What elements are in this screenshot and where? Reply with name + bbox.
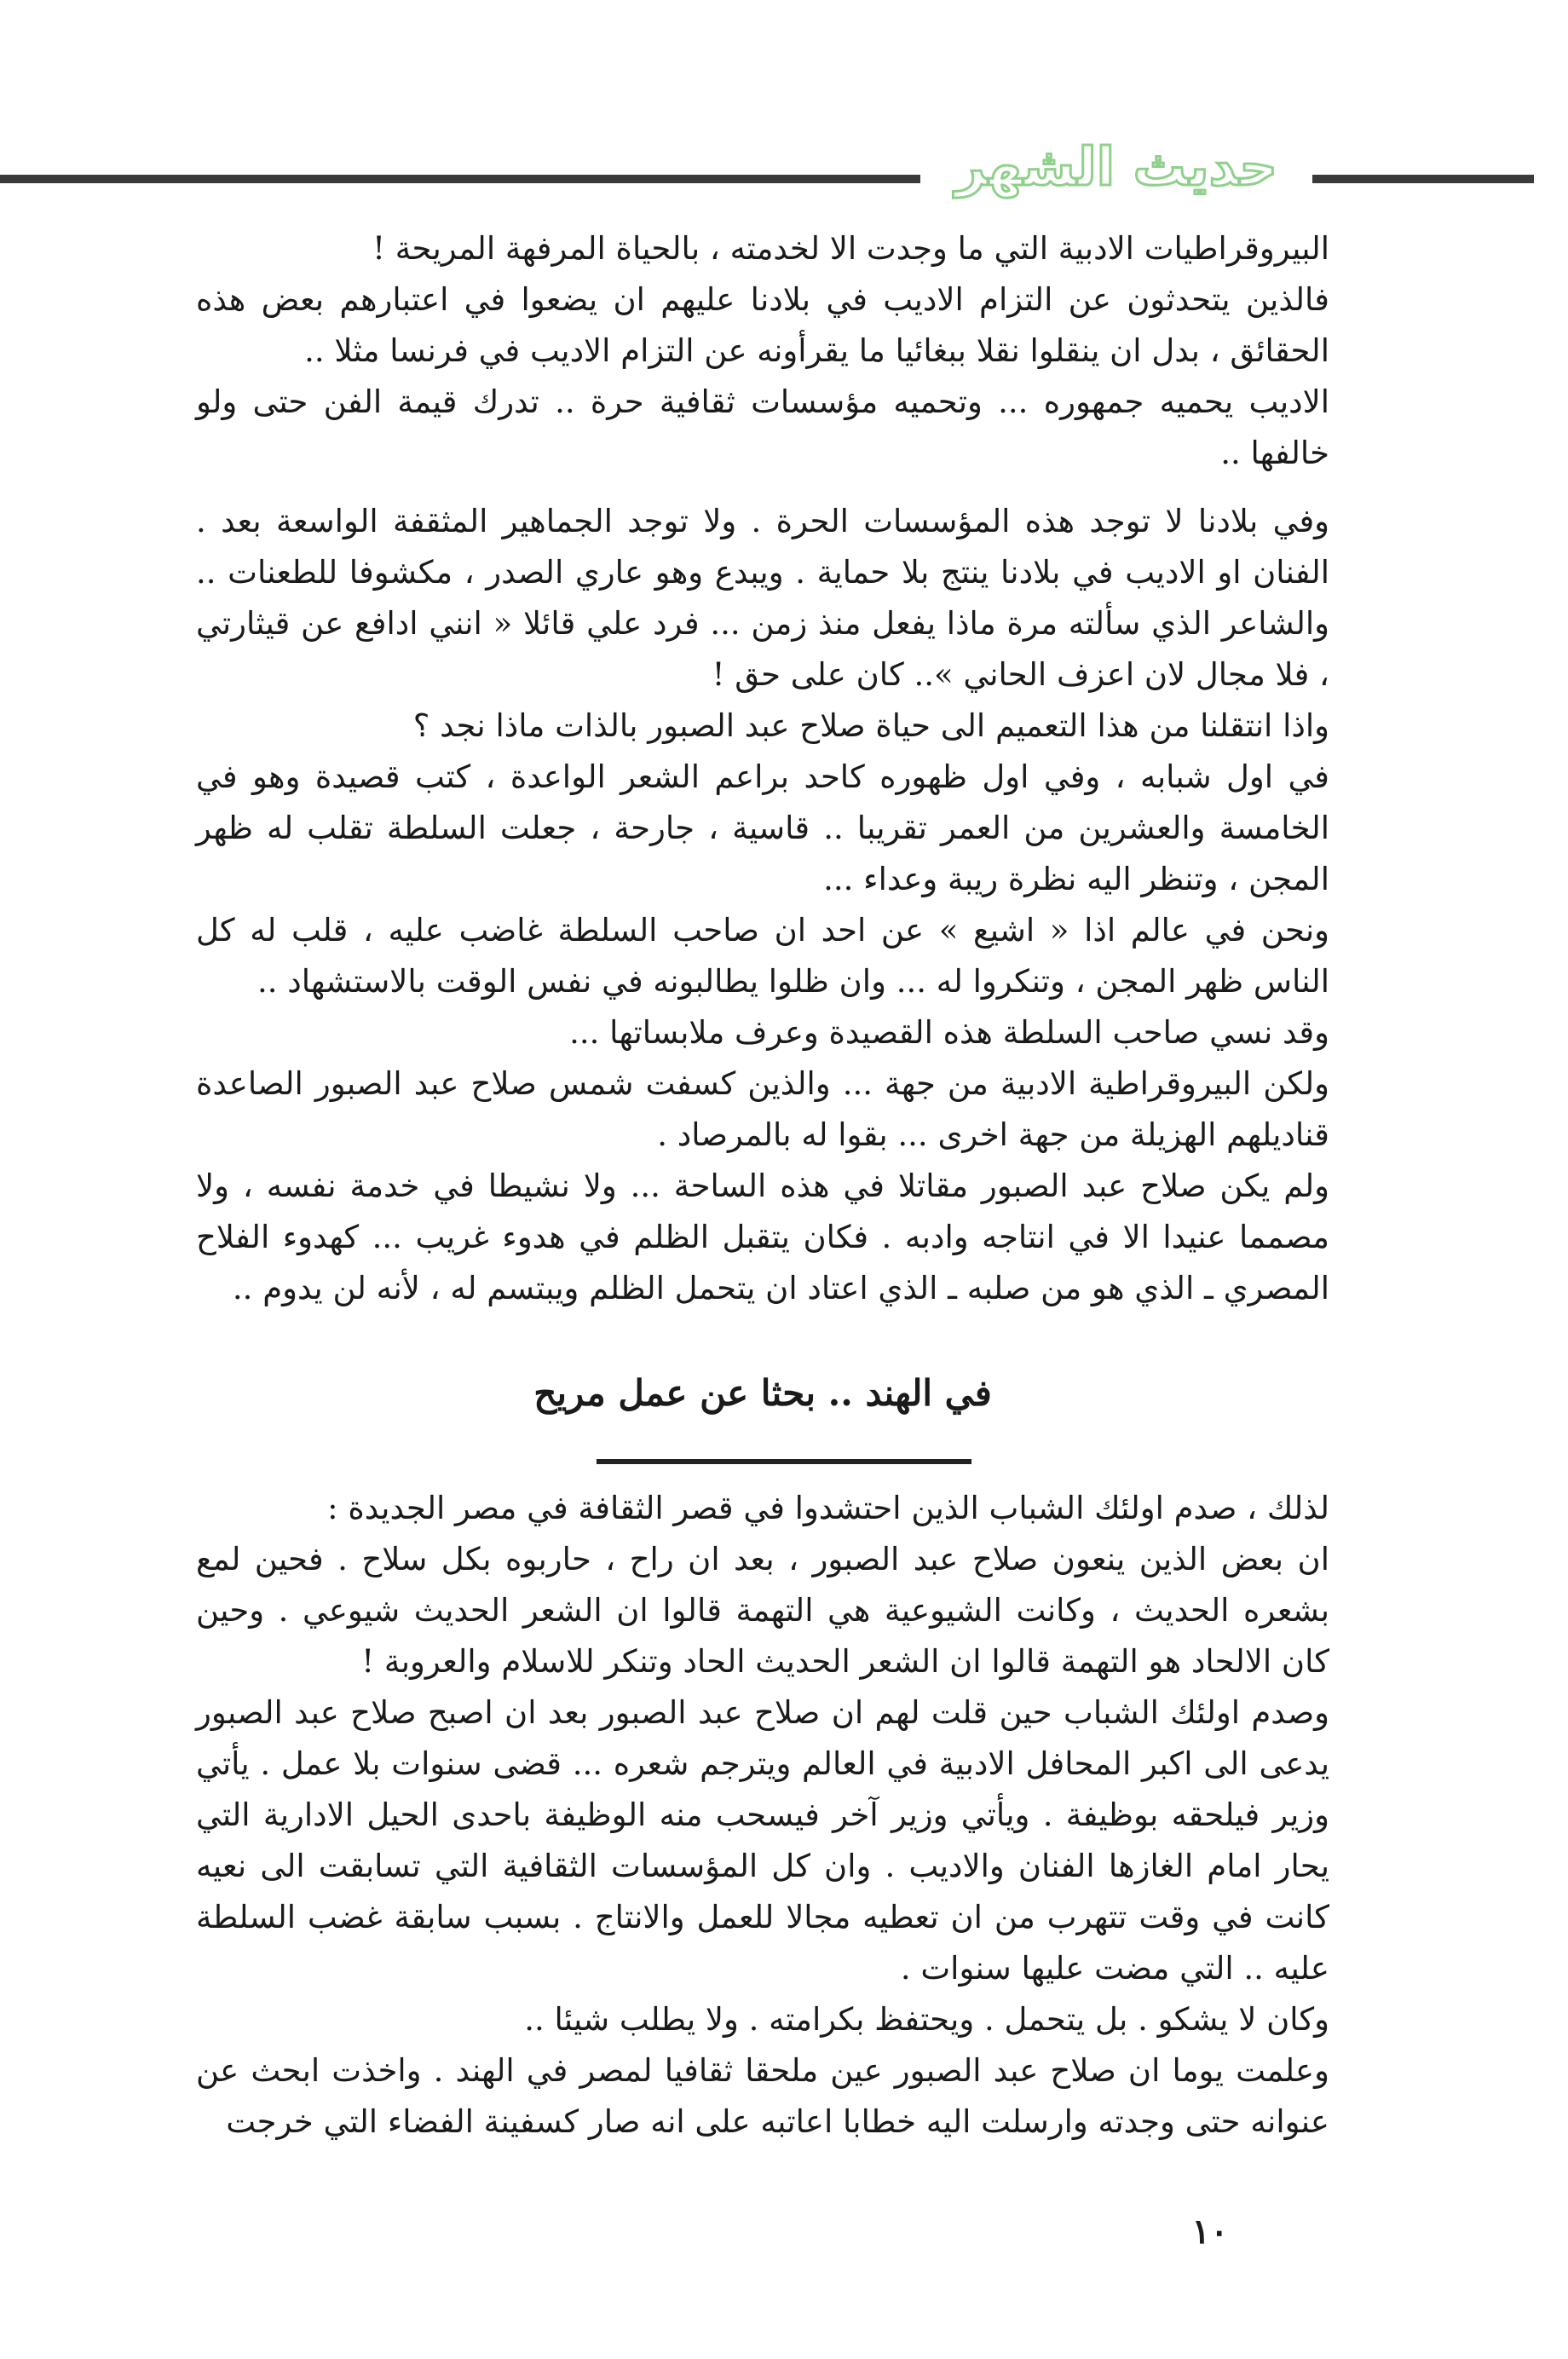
article-column-bottom bbox=[196, 1483, 1329, 2148]
paragraph: وكان لا يشكو . بل يتحمل . ويحتفظ بكرامته . ولا يطلب شيئا .. bbox=[524, 2001, 1329, 2038]
paragraph: وعلمت يوما ان صلاح عبد الصبور عين ملحقا ثقافيا لمصر في الهند . واخذت ابحث عن عنوانه حتى وجدته وارسلت اليه خطابا اعاتبه على انه صار كسفينة الفضاء التي خرجت bbox=[196, 2052, 1329, 2140]
paragraph: ولكن البيروقراطية الادبية من جهة ... والذين كسفت شمس صلاح عبد الصبور الصاعدة قناديلهم الهزيلة من جهة اخرى ... بقوا له بالمرصاد . bbox=[196, 1065, 1329, 1153]
section-heading: في الهند .. بحثا عن عمل مريح bbox=[533, 1372, 992, 1414]
section-heading-underline bbox=[597, 1459, 971, 1464]
paragraph: واذا انتقلنا من هذا التعميم الى حياة صلاح عبد الصبور بالذات ماذا نجد ؟ bbox=[412, 707, 1329, 744]
paragraph: الاديب يحميه جمهوره ... وتحميه مؤسسات ثقافية حرة .. تدرك قيمة الفن حتى ولو خالفها .. bbox=[196, 384, 1329, 471]
paragraph: فالذين يتحدثون عن التزام الاديب في بلادنا عليهم ان يضعوا في اعتبارهم بعض هذه الحقائق ، بدل ان ينقلوا نقلا ببغائيا ما يقرأونه عن التزام الاديب في فرنسا مثلا .. bbox=[196, 281, 1329, 369]
paragraph: في اول شبابه ، وفي اول ظهوره كاحد براعم الشعر الواعدة ، كتب قصيدة وهو في الخامسة والعشرين من العمر تقريبا .. قاسية ، جارحة ، جعلت السلطة تقلب له ظهر المجن ، وتنظر اليه نظرة ريبة وعداء ... bbox=[196, 758, 1329, 897]
article-column-top bbox=[196, 223, 1329, 1314]
header-rule-right bbox=[1312, 175, 1534, 183]
paragraph: وصدم اولئك الشباب حين قلت لهم ان صلاح عبد الصبور بعد ان اصبح صلاح عبد الصبور يدعى الى اكبر المحافل الادبية في العالم ويترجم شعره ... قضى سنوات بلا عمل . يأتي وزير فيلحقه بوظيفة . ويأتي وزير آخر فيسحب منه الوظيفة باحدى الحيل الادارية التي يحار امام الغازها الفنان والاديب . وان كل المؤسسات الثقافية التي تسابقت الى نعيه كانت في وقت تتهرب من ان تعطيه مجالا للعمل والانتاج . بسبب سابقة غضب السلطة عليه .. التي مضت عليها سنوات . bbox=[196, 1694, 1329, 1987]
paragraph: وقد نسي صاحب السلطة هذه القصيدة وعرف ملابساتها ... bbox=[569, 1014, 1329, 1051]
paragraph: وفي بلادنا لا توجد هذه المؤسسات الحرة . ولا توجد الجماهير المثقفة الواسعة بعد . الفنان او الاديب في بلادنا ينتج بلا حماية . ويبدع وهو عاري الصدر ، مكشوفا للطعنات .. والشاعر الذي سألته مرة ماذا يفعل منذ زمن ... فرد علي قائلا « انني ادافع عن قيثارتي ، فلا مجال لان اعزف الحاني ».. كان على حق ! bbox=[196, 503, 1329, 693]
paragraph: ان بعض الذين ينعون صلاح عبد الصبور ، بعد ان راح ، حاربوه بكل سلاح . فحين لمع بشعره الحديث ، وكانت الشيوعية هي التهمة قالوا ان الشعر الحديث شيوعي . وحين كان الالحاد هو التهمة قالوا ان الشعر الحديث الحاد وتنكر للاسلام والعروبة ! bbox=[196, 1541, 1329, 1680]
paragraph: لذلك ، صدم اولئك الشباب الذين احتشدوا في قصر الثقافة في مصر الجديدة : bbox=[327, 1490, 1329, 1526]
page-number: ١٠ bbox=[1191, 2212, 1229, 2252]
paragraph: البيروقراطيات الادبية التي ما وجدت الا لخدمته ، بالحياة المرفهة المريحة ! bbox=[372, 230, 1329, 267]
paragraph: ولم يكن صلاح عبد الصبور مقاتلا في هذه الساحة ... ولا نشيطا في خدمة نفسه ، ولا مصمما عنيدا الا في انتاجه وادبه . فكان يتقبل الظلم في هدوء غريب ... كهدوء الفلاح المصري ـ الذي هو من صلبه ـ الذي اعتاد ان يتحمل الظلم ويبتسم له ، لأنه لن يدوم .. bbox=[196, 1168, 1329, 1306]
header-rule-left bbox=[0, 175, 920, 183]
paragraph: ونحن في عالم اذا « اشيع » عن احد ان صاحب السلطة غاضب عليه ، قلب له كل الناس ظهر المجن ، وتنكروا له ... وان ظلوا يطالبونه في نفس الوقت بالاستشهاد .. bbox=[196, 912, 1329, 1000]
section-logo: حديث الشهر bbox=[954, 135, 1278, 198]
